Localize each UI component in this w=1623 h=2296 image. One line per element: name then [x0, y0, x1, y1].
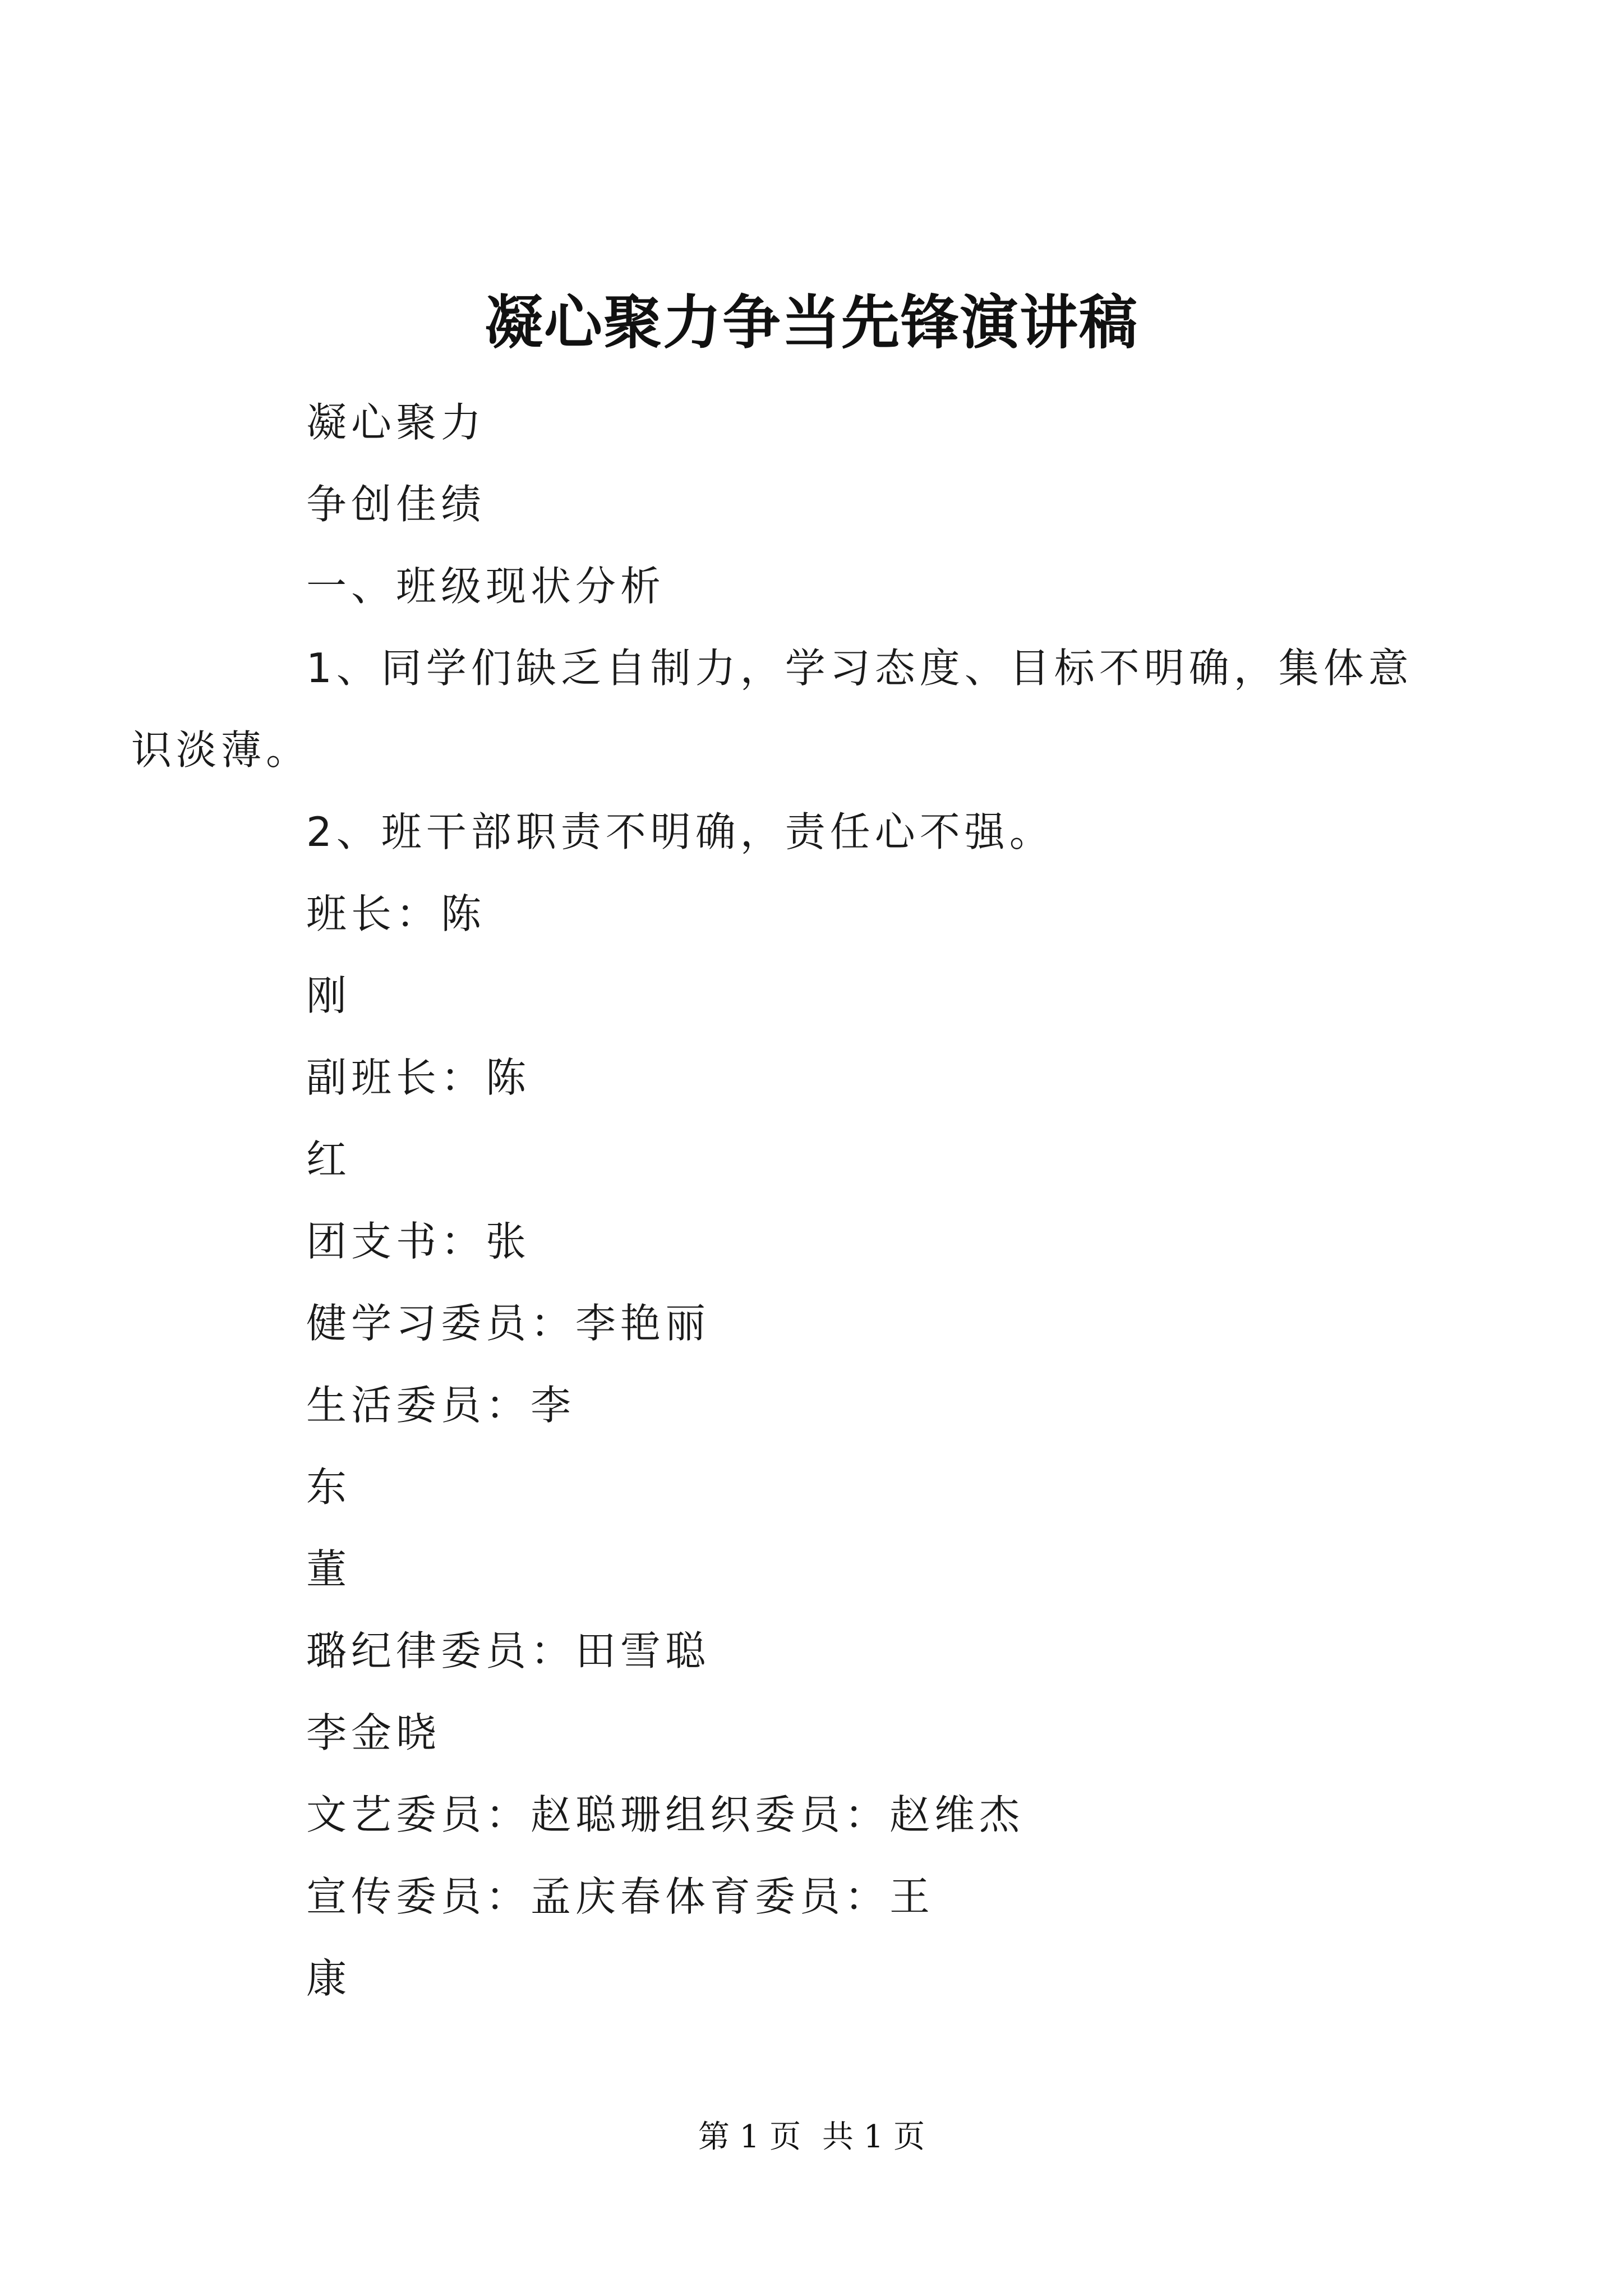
paragraph: 李金晓	[306, 1709, 441, 1756]
page-number: 第 1 页	[698, 2119, 801, 2155]
paragraph: 健学习委员：李艳丽	[306, 1300, 711, 1347]
paragraph: 东	[306, 1464, 352, 1511]
paragraph: 副班长：陈	[306, 1054, 531, 1101]
paragraph: 2、班干部职责不明确，责任心不强。	[306, 808, 1054, 855]
paragraph: 红	[306, 1136, 352, 1183]
page-footer	[0, 2115, 1623, 2160]
paragraph: 文艺委员：赵聪珊组织委员：赵维杰	[306, 1791, 1025, 1838]
paragraph: 一、班级现状分析	[306, 563, 666, 610]
paragraph: 凝心聚力	[306, 399, 486, 446]
paragraph: 璐纪律委员：田雪聪	[306, 1627, 711, 1674]
paragraph: 争创佳绩	[306, 481, 486, 528]
paragraph: 刚	[306, 972, 352, 1019]
page-total: 共 1 页	[822, 2119, 925, 2155]
paragraph: 宣传委员：孟庆春体育委员：王	[306, 1873, 935, 1920]
paragraph: 生活委员：李	[306, 1382, 576, 1429]
paragraph: 董	[306, 1545, 352, 1593]
paragraph: 康	[306, 1955, 352, 2002]
document-title: 凝心聚力争当先锋演讲稿	[484, 288, 1138, 357]
paragraph: 团支书：张	[306, 1218, 531, 1265]
document-body	[131, 381, 1441, 2019]
paragraph: 1、同学们缺乏自制力，学习态度、目标不明确，集体意识淡薄。	[131, 645, 1413, 774]
paragraph: 班长：陈	[306, 890, 486, 937]
